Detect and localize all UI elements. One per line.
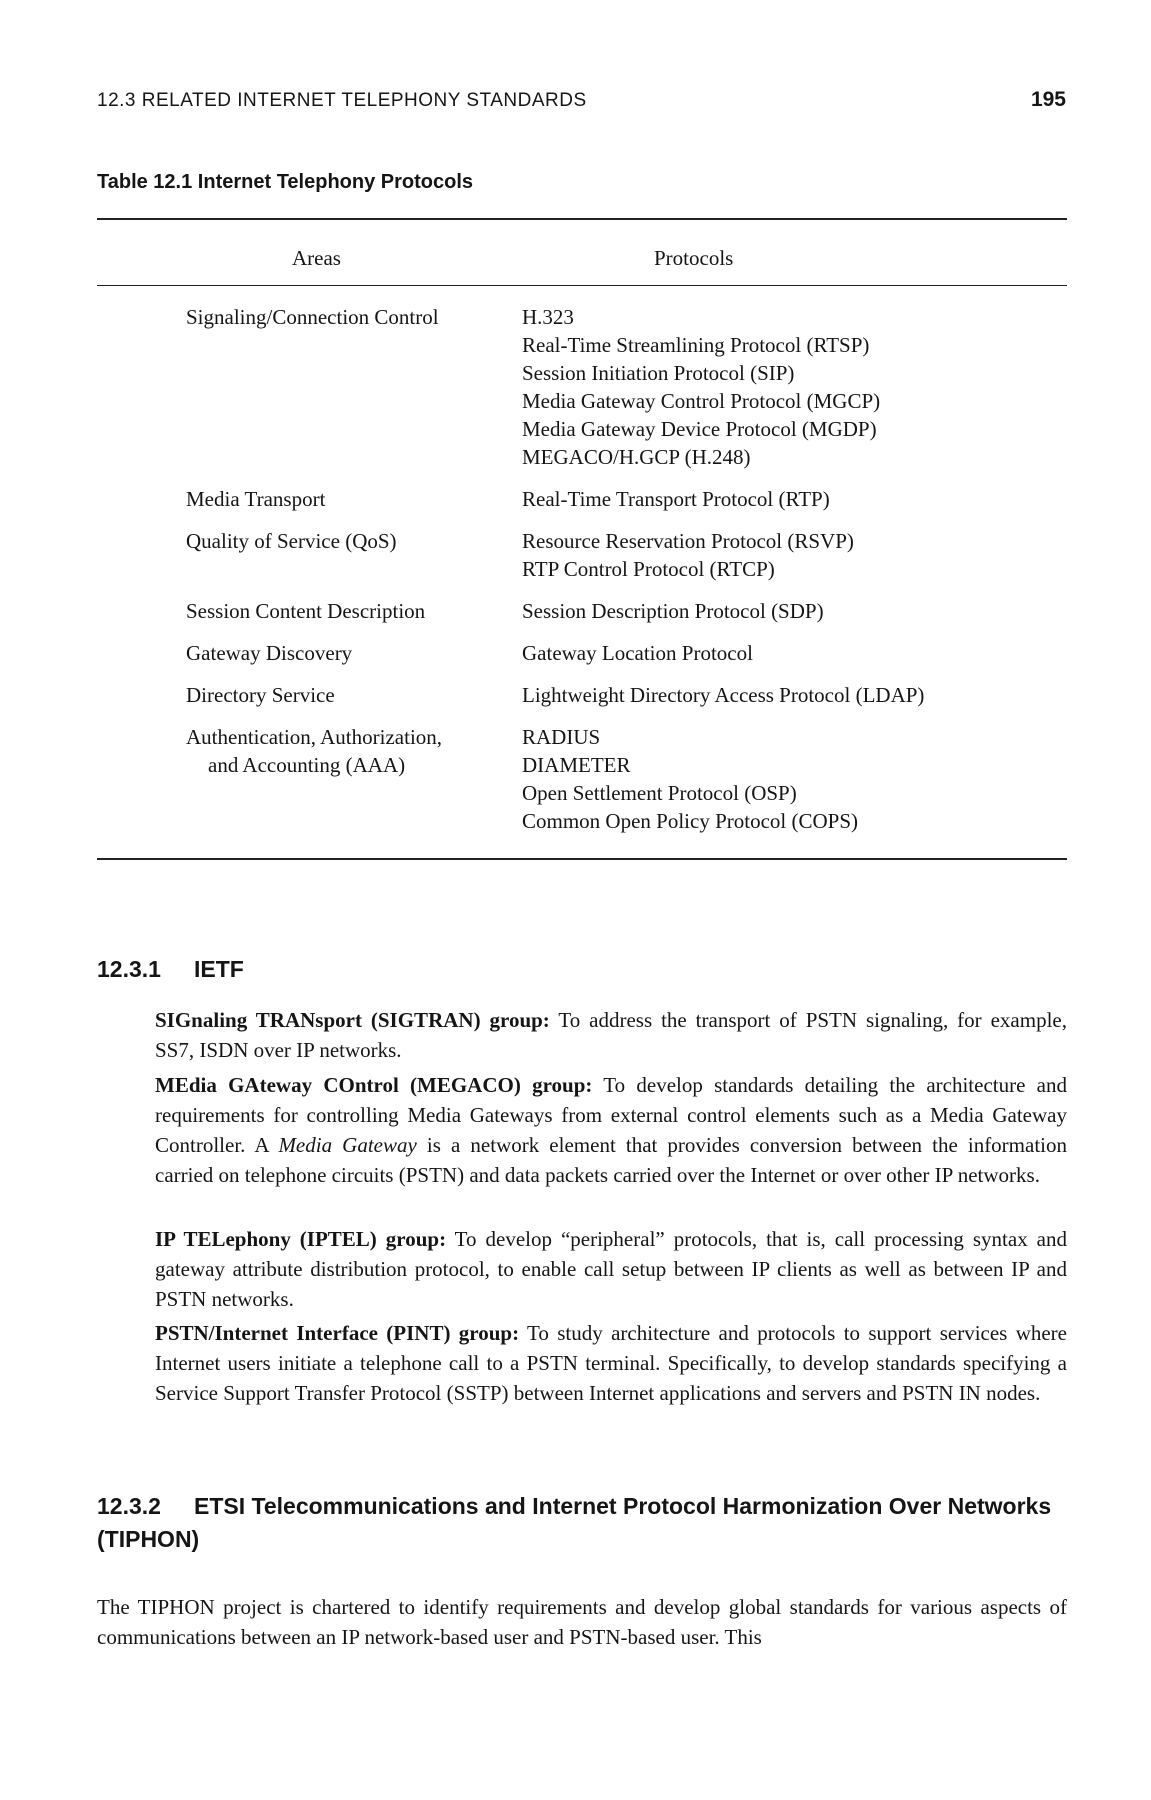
table-caption: Table 12.1 Internet Telephony Protocols	[97, 171, 474, 193]
area-cell	[186, 639, 522, 681]
protocols-cell	[522, 527, 1082, 597]
area-text: Quality of Service (QoS)	[186, 529, 397, 553]
protocol-name: Media Gateway Device Protocol (MGDP)	[522, 417, 877, 441]
area-cell	[186, 527, 522, 597]
section-title: ETSI Telecommunications and Internet Protocol Harmonization Over Networks (TIPHON)	[97, 1493, 1052, 1552]
protocol-name: RTP Control Protocol (RTCP)	[522, 557, 775, 581]
protocol-name: Common Open Policy Protocol (COPS)	[522, 809, 859, 833]
term: MEdia GAteway COntrol (MEGACO) group:	[155, 1073, 593, 1097]
paragraph-iptel	[155, 1224, 1067, 1314]
area-text: Signaling/Connection Control	[186, 305, 439, 329]
area-text: Gateway Discovery	[186, 641, 353, 665]
emphasis: Media Gateway	[278, 1133, 417, 1157]
table-row	[186, 639, 1082, 681]
area-text: Directory Service	[186, 683, 335, 707]
area-cell	[186, 723, 522, 849]
table-row	[186, 527, 1082, 597]
protocol-name: Lightweight Directory Access Protocol (LDAP)	[522, 683, 925, 707]
table-row	[186, 723, 1082, 849]
area-cell	[186, 681, 522, 723]
protocols-cell	[522, 681, 1082, 723]
protocol-name: Resource Reservation Protocol (RSVP)	[522, 529, 854, 553]
paragraph-pint	[155, 1318, 1067, 1408]
area-cell	[186, 303, 522, 485]
definition: To develop standards detailing the architecture and requirements for controlling Media Gateways from external control elements such as a Media Gateway Controller. A	[155, 1073, 1067, 1157]
area-cell	[186, 485, 522, 527]
area-text: and Accounting (AAA)	[208, 753, 406, 777]
table-bottom-rule	[97, 858, 1067, 860]
protocol-name: Session Initiation Protocol (SIP)	[522, 361, 795, 385]
area-text: Session Content Description	[186, 599, 426, 623]
protocols-cell	[522, 723, 1082, 849]
protocols-cell	[522, 639, 1082, 681]
protocols-table	[186, 303, 1082, 849]
running-head: 12.3 RELATED INTERNET TELEPHONY STANDARDS	[97, 90, 587, 111]
section-number: 12.3.2	[97, 1493, 161, 1519]
area-text: Media Transport	[186, 487, 326, 511]
table-row	[186, 485, 1082, 527]
definition-cont: is a network element that provides conversion between the information carried on telephone circuits (PSTN) and data packets carried over the Internet or over other IP networks.	[155, 1133, 1068, 1187]
definition: To develop “peripheral” protocols, that is, call processing syntax and gateway attribute distribution protocol, to enable call setup between IP clients as well as between IP and PSTN networks.	[155, 1227, 1067, 1311]
protocols-cell	[522, 303, 1082, 485]
page-number: 195	[1030, 88, 1066, 111]
section-title: IETF	[194, 956, 244, 982]
protocol-name: RADIUS	[522, 725, 601, 749]
protocol-name: H.323	[522, 305, 574, 329]
column-header-protocols: Protocols	[654, 246, 734, 270]
protocol-name: Real-Time Streamlining Protocol (RTSP)	[522, 333, 870, 357]
table-row	[186, 303, 1082, 485]
protocol-name: MEGACO/H.GCP (H.248)	[522, 445, 751, 469]
protocol-name: Session Description Protocol (SDP)	[522, 599, 824, 623]
paragraph-megaco	[155, 1070, 1067, 1190]
table-header-rule	[97, 285, 1067, 286]
table-row	[186, 597, 1082, 639]
term: IP TELephony (IPTEL) group:	[155, 1227, 447, 1251]
term: PSTN/Internet Interface (PINT) group:	[155, 1321, 520, 1345]
area-text: Authentication, Authorization,	[186, 725, 443, 749]
table-row	[186, 681, 1082, 723]
paragraph-sigtran	[155, 1005, 1067, 1065]
protocols-cell	[522, 485, 1082, 527]
paragraph-tiphon: The TIPHON project is chartered to identify requirements and develop global standards for various aspects of communications between an IP network-based user and PSTN-based user. This	[97, 1595, 1067, 1649]
protocols-cell	[522, 597, 1082, 639]
protocol-name: Real-Time Transport Protocol (RTP)	[522, 487, 830, 511]
protocol-name: Open Settlement Protocol (OSP)	[522, 781, 797, 805]
section-heading-tiphon	[97, 1490, 1057, 1556]
protocol-name: Gateway Location Protocol	[522, 641, 753, 665]
protocol-name: DIAMETER	[522, 753, 631, 777]
protocol-name: Media Gateway Control Protocol (MGCP)	[522, 389, 881, 413]
section-heading-ietf	[97, 956, 244, 983]
section-number: 12.3.1	[97, 956, 161, 982]
table-top-rule	[97, 218, 1067, 220]
definition: To study architecture and protocols to support services where Internet users initiate a telephone call to a PSTN terminal. Specifically, to develop standards specifying a Service Support Transfer Protocol (SSTP) between Internet applications and servers and PSTN IN nodes.	[155, 1321, 1067, 1405]
definition: To address the transport of PSTN signaling, for example, SS7, ISDN over IP networks.	[155, 1008, 1067, 1062]
column-header-areas: Areas	[292, 246, 341, 270]
area-cell	[186, 597, 522, 639]
term: SIGnaling TRANsport (SIGTRAN) group:	[155, 1008, 550, 1032]
